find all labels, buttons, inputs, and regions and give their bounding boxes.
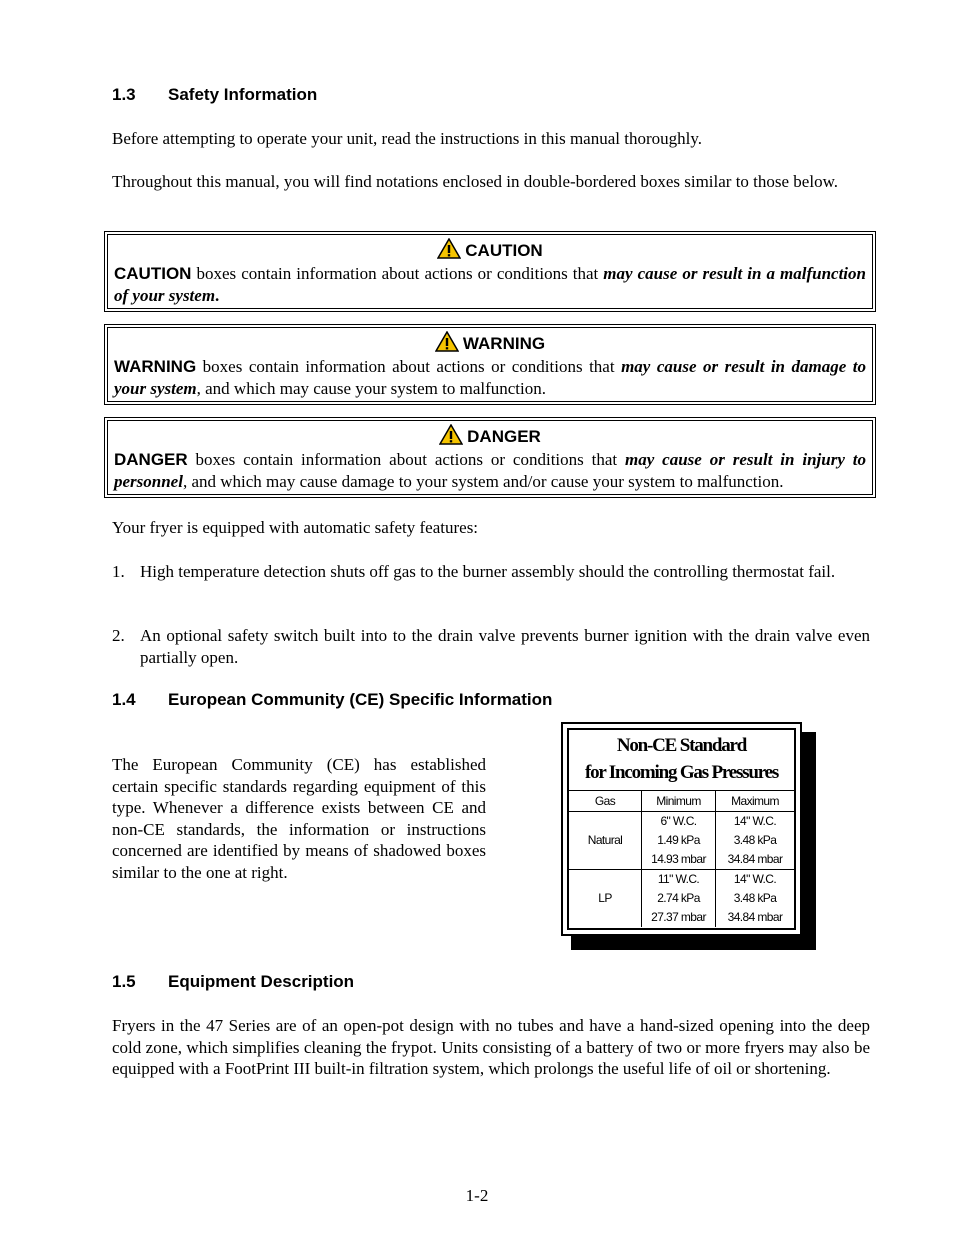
warning-triangle-icon xyxy=(439,424,463,445)
table-row: LP 11" W.C. 2.74 kPa 27.37 mbar 14" W.C. 3.48 kPa 34.84 mbar xyxy=(569,870,794,928)
equipment-paragraph: Fryers in the 47 Series are of an open-pot design with no tubes and have a hand-sized opening into the deep cold zone, which simplifies cleaning the frypot. Units consisting of a battery of two or more fryers may also be equipped with a FootPrint III built-in filtration system, which prolongs the useful life of oil or shortening. xyxy=(112,1016,870,1078)
caution-keyword: CAUTION xyxy=(114,264,192,283)
section-heading-1-3 xyxy=(112,85,712,107)
intro-paragraph-1: Before attempting to operate your unit, read the instructions in this manual thoroughly. xyxy=(112,129,702,148)
section-number: 1.5 xyxy=(112,972,136,991)
gas-pressure-table xyxy=(569,790,794,927)
danger-body: DANGER boxes contain information about actions or conditions that may cause or result in injury to personnel, and which may cause damage to your system and/or cause your system to malfunction. xyxy=(114,450,866,491)
ce-table-title: Non-CE Standard for Incoming Gas Pressures xyxy=(584,735,779,783)
warning-box xyxy=(104,324,876,405)
section-heading-1-5 xyxy=(112,972,712,994)
page-number: 1-2 xyxy=(465,1186,489,1205)
warning-title: WARNING xyxy=(114,331,866,356)
warning-body: WARNING boxes contain information about actions or conditions that may cause or result in damage to your system, and which may cause your system to malfunction. xyxy=(114,357,866,398)
ce-paragraph: The European Community (CE) has established certain specific standards regarding equipment of this type. Whenever a difference exists between CE and non-CE standards, the information or instructions concerned are identified by means of shadowed boxes similar to the one at right. xyxy=(112,755,486,882)
caution-title: CAUTION xyxy=(114,238,866,263)
danger-box xyxy=(104,417,876,498)
section-title: European Community (CE) Specific Information xyxy=(168,690,553,709)
danger-keyword: DANGER xyxy=(114,450,188,469)
warning-emphasis: may cause or result in damage to your system xyxy=(114,357,866,398)
ce-gas-pressure-box xyxy=(561,722,802,936)
caution-emphasis: may cause or result in a malfunction of your system xyxy=(114,264,866,305)
warning-triangle-icon xyxy=(435,331,459,352)
list-item: 1. High temperature detection shuts off gas to the burner assembly should the controlling thermostat fail. xyxy=(112,562,836,581)
table-header-row: Gas Minimum Maximum xyxy=(569,791,794,812)
warning-keyword: WARNING xyxy=(114,357,197,376)
section-title: Equipment Description xyxy=(168,972,355,991)
section-title: Safety Information xyxy=(168,85,318,104)
intro-paragraph-2: Throughout this manual, you will find notations enclosed in double-bordered boxes similar to those below. xyxy=(112,172,838,191)
caution-box xyxy=(104,231,876,312)
section-heading-1-4 xyxy=(112,690,812,712)
table-row: Natural 6" W.C. 1.49 kPa 14.93 mbar 14" W.C. 3.48 kPa 34.84 mbar xyxy=(569,812,794,870)
section-number: 1.3 xyxy=(112,85,136,104)
section-number: 1.4 xyxy=(112,690,136,709)
danger-title: DANGER xyxy=(114,424,866,449)
list-item: 2. An optional safety switch built into to the drain valve prevents burner ignition with the drain valve even partially open. xyxy=(112,626,870,667)
warning-triangle-icon xyxy=(437,238,461,259)
caution-body: CAUTION boxes contain information about actions or conditions that may cause or result in a malfunction of your system. xyxy=(114,264,866,305)
safety-intro: Your fryer is equipped with automatic safety features: xyxy=(112,518,479,537)
danger-emphasis: may cause or result in injury to personnel xyxy=(114,450,866,491)
